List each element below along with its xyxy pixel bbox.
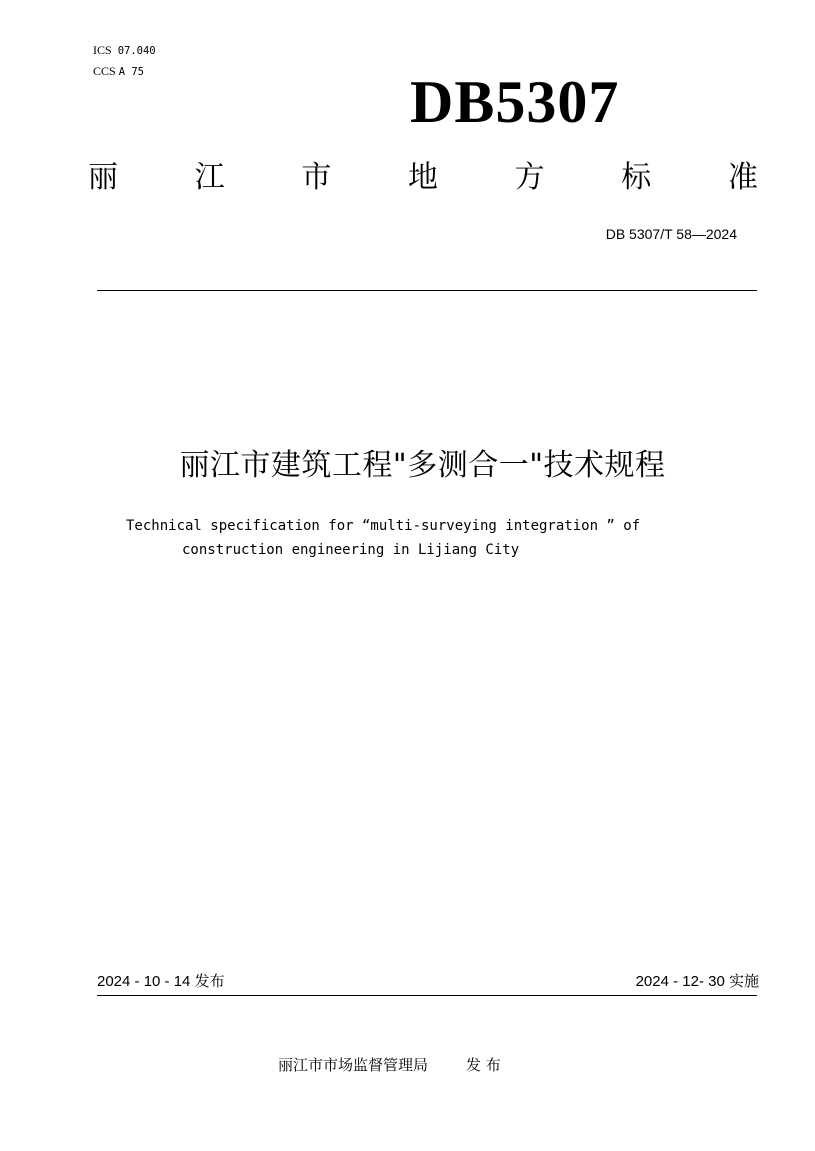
english-title [126, 514, 640, 562]
english-title-line-2: construction engineering in Lijiang City [182, 542, 520, 558]
standard-type-title [88, 160, 758, 196]
standard-type-char: 市 [301, 160, 332, 195]
ccs-label: CCS [93, 64, 116, 78]
ccs-value: A 75 [118, 66, 144, 78]
standard-type-char: 准 [727, 160, 758, 195]
issue-date: 2024 - 10 - 14 发布 [97, 973, 225, 990]
bottom-divider [97, 995, 757, 996]
standard-type-char: 方 [514, 160, 545, 195]
ics-label: ICS [93, 43, 112, 57]
ics-value: 07.040 [117, 45, 156, 57]
document-title: 丽江市建筑工程"多测合一"技术规程 [179, 448, 666, 483]
standard-type-char: 江 [194, 160, 225, 195]
implementation-date: 2024 - 12- 30 实施 [635, 973, 759, 990]
standard-type-char: 地 [407, 160, 438, 195]
publisher-line [278, 1055, 501, 1075]
classification-codes [93, 40, 156, 82]
top-divider [97, 290, 757, 291]
standard-type-char: 标 [621, 160, 652, 195]
ccs-code [93, 61, 156, 82]
publish-label: 发 布 [466, 1056, 501, 1074]
db-code: DB5307 [410, 69, 620, 135]
publisher-name: 丽江市市场监督管理局 [278, 1056, 429, 1074]
document-title-wrap [0, 444, 815, 488]
standard-type-char: 丽 [88, 160, 118, 195]
standard-number: DB 5307/T 58—2024 [605, 226, 737, 242]
english-title-line-1: Technical specification for “multi-surveying integration ” of [126, 518, 641, 534]
ics-code [93, 40, 156, 61]
